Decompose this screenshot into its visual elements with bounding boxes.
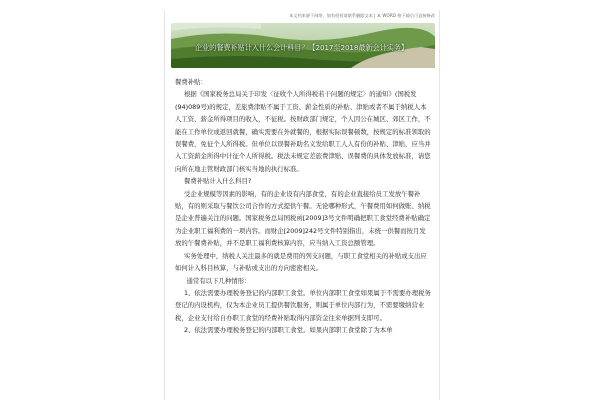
paragraph: 实务处理中，纳税人关注最多的就是费用的列支问题，与职工食堂相关的补贴或支出应如何计入科目核算，与补贴或支出的方向密密相关。	[175, 251, 427, 273]
paragraph: 1、依法需要办理税务登记的内部职工食堂。单位内部职工食堂如果属于不需要办理税务登记的内设机构，仅为本企业员工提供餐饮服务，则属于单位内部行为，不需要缴纳营业税，企业支付给自办职工食堂的经费补贴取得内部资金往来单据列支即可。	[175, 288, 431, 322]
paragraph: 餐费补贴计入什么科目?	[183, 177, 252, 186]
section-heading: 餐费补贴：	[175, 78, 207, 86]
paragraph: 受企业规模等因素的影响，有的企业设有内部食堂，有的企业直接给员工发放午餐补贴，有的则采取与餐饮公司合作的方式提供午餐。无论哪种形式，午餐费用如何做账、纳税是企业普遍关注的问题。国家税务总局国税函[2009]3号文件明确把职工食堂经费补贴确定为企业职工福利费的一项内容。而财企[2009]242号文件特别指出，未统一供餐而按月发放的午餐费补贴，并不是职工福利费核算内容，应当纳入工资总额管理。	[175, 189, 431, 248]
document-page	[164, 10, 440, 400]
paragraph: 根据《国家税务总局关于印发〈征收个人所得税若干问题的规定〉的通知》(国税发(94)089号)的规定，差旅费津贴不属于工资、薪金性质的补贴、津贴或者不属于纳税人本人工资、薪金所得项目的收入，不征税。按财政部门规定，个人因公在城区、郊区工作，不能在工作单位或返回就餐，确实需要在外就餐的，根据实际误餐顿数，按规定的标准领取的误餐费，免征个人所得税。但单位以误餐补助名义发给职工人人有份的补贴、津贴，应当并入工资薪金所得中计征个人所得税。税法未规定差旅费津贴、误餐费的具体发放标准，请您向所在地主管财政部门核实当地的执行标准。	[175, 90, 431, 173]
document-body	[175, 76, 431, 337]
top-note: 本文档来源于网络，如有侵权请联系删除文本 | 本 WORD 格下载后可直接修改	[289, 13, 435, 18]
title-banner	[171, 23, 435, 68]
document-title: 企业的餐费补贴计入什么会计科目？【2017至2018最新会计实务】	[195, 43, 408, 52]
paragraph: 通常有以下几种情形：	[186, 276, 251, 285]
paragraph: 2、依法需要办理税务登记的内部职工食堂。如果内部职工食堂除了为本单	[183, 326, 393, 335]
